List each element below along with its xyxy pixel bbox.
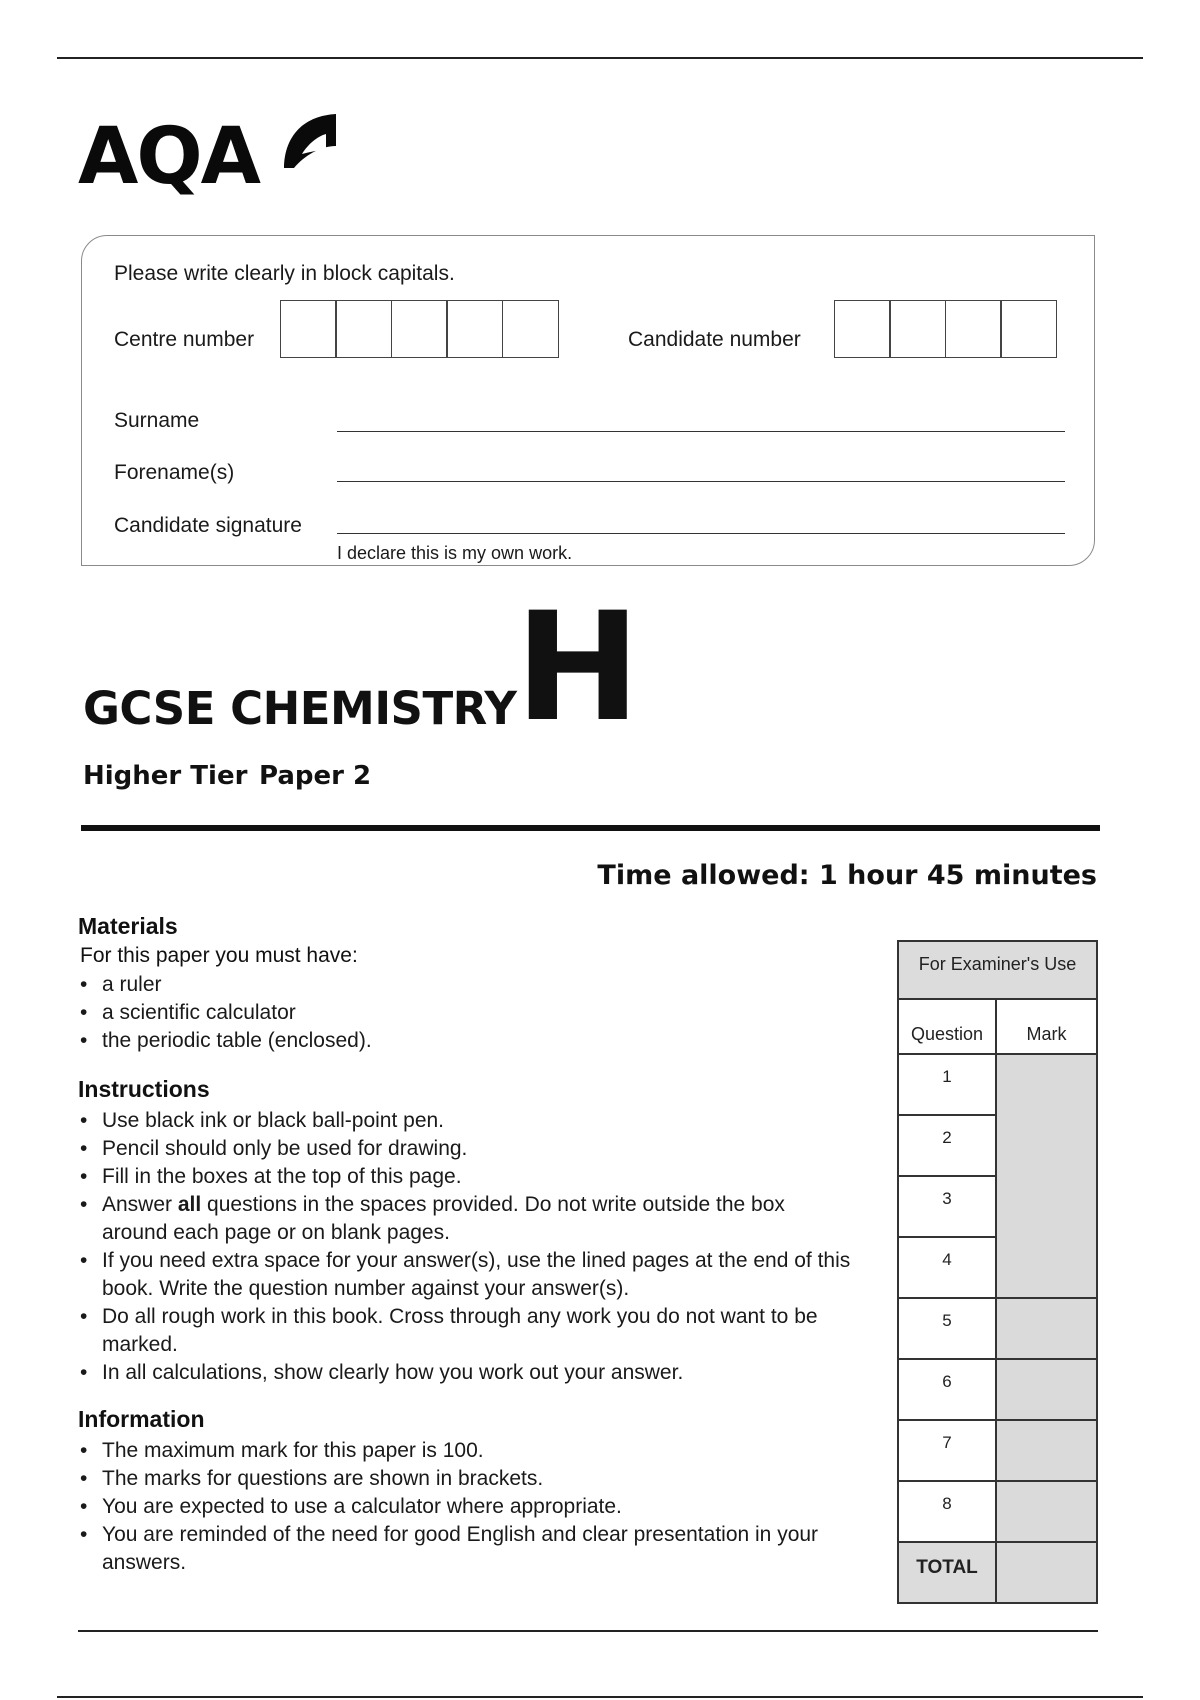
list-item: • Do all rough work in this book. Cross through any work you do not want to be marked. <box>78 1303 892 1359</box>
candidate-number-digit[interactable] <box>889 300 946 358</box>
surname-field[interactable] <box>337 431 1065 432</box>
table-row <box>897 1299 1098 1360</box>
question-number: 4 <box>897 1238 997 1299</box>
centre-number-digit[interactable] <box>335 300 392 358</box>
candidate-number-digit[interactable] <box>1000 300 1057 358</box>
list-item: • Fill in the boxes at the top of this page. <box>78 1163 898 1191</box>
mark-cell <box>997 1421 1098 1482</box>
forenames-label: Forename(s) <box>114 461 235 484</box>
information-list <box>78 1437 898 1577</box>
declaration-text: I declare this is my own work. <box>337 543 573 563</box>
information-section <box>78 1406 898 1577</box>
list-item: • Pencil should only be used for drawing. <box>78 1135 898 1163</box>
list-item: • The maximum mark for this paper is 100. <box>78 1437 898 1465</box>
list-item: • Answer all questions in the spaces provided. Do not write outside the box around each page or on blank pages. <box>78 1191 842 1247</box>
mark-cell <box>997 1299 1098 1360</box>
mark-cell <box>997 1360 1098 1421</box>
instructions-section <box>78 1076 898 1387</box>
time-allowed: Time allowed: 1 hour 45 minutes <box>597 860 1097 891</box>
question-number: 7 <box>897 1421 997 1482</box>
surname-label: Surname <box>114 409 200 432</box>
candidate-number-field[interactable] <box>835 300 1057 358</box>
question-number: 5 <box>897 1299 997 1360</box>
table-row <box>897 1238 1098 1299</box>
aqa-logo-mark-icon <box>280 110 338 172</box>
list-item: • the periodic table (enclosed). <box>78 1027 898 1055</box>
materials-heading: Materials <box>78 913 178 939</box>
table-row <box>897 1055 1098 1116</box>
list-item: • The marks for questions are shown in brackets. <box>78 1465 898 1493</box>
examiner-table-header-row <box>897 1000 1098 1055</box>
page-bottom-rule <box>57 1696 1143 1698</box>
list-item: • a ruler <box>78 971 898 999</box>
list-item: • You are expected to use a calculator where appropriate. <box>78 1493 898 1521</box>
materials-intro: For this paper you must have: <box>80 944 358 967</box>
examiner-table-heading: For Examiner's Use <box>897 940 1098 1000</box>
candidate-number-label: Candidate number <box>628 328 801 351</box>
signature-label: Candidate signature <box>114 514 302 537</box>
signature-field[interactable] <box>337 533 1065 534</box>
examiner-use-table <box>897 940 1098 1604</box>
mark-cell <box>997 1238 1098 1299</box>
centre-number-label: Centre number <box>114 328 255 351</box>
question-number: 3 <box>897 1177 997 1238</box>
forenames-field[interactable] <box>337 481 1065 482</box>
information-heading: Information <box>78 1406 205 1432</box>
tier-letter: H <box>515 581 641 755</box>
bottom-rule <box>78 1630 1098 1632</box>
total-label: TOTAL <box>897 1543 997 1604</box>
tier-label: Higher Tier <box>83 761 248 791</box>
centre-number-digit[interactable] <box>280 300 337 358</box>
table-row <box>897 1421 1098 1482</box>
top-rule <box>57 57 1143 59</box>
list-item: • If you need extra space for your answer(s), use the lined pages at the end of this book. Write the question number against your answer(s). <box>78 1247 898 1303</box>
centre-number-digit[interactable] <box>446 300 503 358</box>
materials-section <box>78 913 898 1055</box>
mark-cell <box>997 1116 1098 1177</box>
centre-number-field[interactable] <box>281 300 559 358</box>
list-item: • a scientific calculator <box>78 999 898 1027</box>
mark-cell <box>997 1482 1098 1543</box>
candidate-number-digit[interactable] <box>834 300 891 358</box>
question-column-header: Question <box>897 1000 997 1055</box>
subject-title: GCSE CHEMISTRY <box>83 682 517 735</box>
list-item: • In all calculations, show clearly how you work out your answer. <box>78 1359 898 1387</box>
materials-list <box>78 971 898 1055</box>
list-item: • Use black ink or black ball-point pen. <box>78 1107 898 1135</box>
question-number: 8 <box>897 1482 997 1543</box>
centre-number-digit[interactable] <box>502 300 559 358</box>
table-row <box>897 1482 1098 1543</box>
instructions-heading: Instructions <box>78 1076 210 1102</box>
title-divider <box>81 825 1100 831</box>
table-row <box>897 1116 1098 1177</box>
total-mark-cell <box>997 1543 1098 1604</box>
mark-column-header: Mark <box>997 1000 1098 1055</box>
centre-number-digit[interactable] <box>391 300 448 358</box>
question-number: 1 <box>897 1055 997 1116</box>
mark-cell <box>997 1055 1098 1116</box>
table-row <box>897 1177 1098 1238</box>
total-row <box>897 1543 1098 1604</box>
mark-cell <box>997 1177 1098 1238</box>
paper-label: Paper 2 <box>259 761 372 791</box>
question-number: 6 <box>897 1360 997 1421</box>
table-row <box>897 1360 1098 1421</box>
list-item: • You are reminded of the need for good English and clear presentation in your answers. <box>78 1521 892 1577</box>
instructions-list <box>78 1107 898 1387</box>
candidate-number-digit[interactable] <box>945 300 1002 358</box>
block-capitals-instruction: Please write clearly in block capitals. <box>114 262 455 285</box>
aqa-logo-text: AQA <box>78 112 260 202</box>
question-number: 2 <box>897 1116 997 1177</box>
